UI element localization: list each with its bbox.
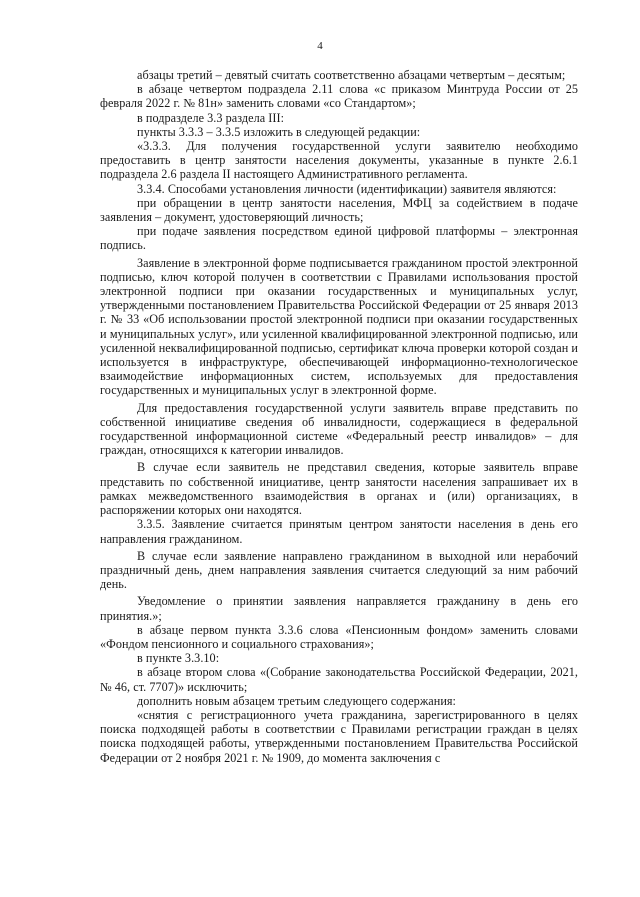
paragraph: в подразделе 3.3 раздела III:	[137, 110, 285, 125]
paragraph: «снятия с регистрационного учета гражданина, зарегистрированного в целях поиска подходящей работы в соответствии с Правилами регистрации граждан в целях поиска подходящей работы, утвержденными постановлением Правительства Российской Федерации от 2 ноября 2021 г. № 1909, до момента заключения с	[100, 707, 578, 765]
paragraph: в пункте 3.3.10:	[137, 651, 220, 666]
paragraph: при обращении в центр занятости населения, МФЦ за содействием в подаче заявления – документ, удостоверяющий личность;	[100, 195, 578, 225]
paragraph: пункты 3.3.3 – 3.3.5 изложить в следующей редакции:	[137, 124, 421, 139]
paragraph: в абзаце первом пункта 3.3.6 слова «Пенсионным фондом» заменить словами «Фондом пенсионного и социального страхования»;	[100, 622, 578, 651]
paragraph: 3.3.5. Заявление считается принятым центром занятости населения в день его направления гражданином.	[100, 517, 578, 546]
paragraph: дополнить новым абзацем третьим следующего содержания:	[137, 693, 456, 708]
page-number: 4	[317, 40, 323, 52]
paragraph: Заявление в электронной форме подписывается гражданином простой электронной подписью, ключ которой получен в соответствии с Правилами использования простой электронной подписи при оказании государственных и муниципальных услуг, утвержденными постановлением Правительства Российской Федерации от 25 января 2013 г. № 33 «Об использовании простой электронной подписи при оказании государственных и муниципальных услуг», или усиленной квалифицированной электронной подписью, или усиленной неквалифицированной подписью, сертификат ключа проверки которой создан и используется в инфраструктуре, обеспечивающей информационно-технологическое взаимодействие информационных систем, используемых для предоставления государственных и муниципальных услуг в электронной форме.	[100, 255, 578, 398]
paragraph: Для предоставления государственной услуги заявитель вправе представить по собственной инициативе сведения об инвалидности, содержащиеся в федеральной государственной информационной системе «Федеральный реестр инвалидов» – для граждан, относящихся к категории инвалидов.	[100, 400, 578, 458]
paragraph: 3.3.4. Способами установления личности (идентификации) заявителя являются:	[137, 181, 557, 196]
document-body	[100, 68, 578, 765]
paragraph: Уведомление о принятии заявления направляется гражданину в день его принятия.»;	[100, 594, 578, 623]
paragraph: В случае если заявитель не представил сведения, которые заявитель вправе представить по собственной инициативе, центр занятости населения запрашивает их в рамках межведомственного взаимодействия в органах и (или) организациях, в распоряжении которых они находятся.	[100, 460, 578, 518]
paragraph: в абзаце четвертом подраздела 2.11 слова «с приказом Минтруда России от 25 февраля 2022 г. № 81н» заменить словами «со Стандартом»;	[100, 82, 578, 111]
paragraph: «3.3.3. Для получения государственной услуги заявителю необходимо предоставить в центр занятости населения документы, указанные в пункте 2.6.1 подраздела 2.6 раздела II настоящего Административного регламента.	[100, 139, 578, 182]
paragraph: при подаче заявления посредством единой цифровой платформы – электронная подпись.	[100, 224, 578, 253]
paragraph: абзацы третий – девятый считать соответственно абзацами четвертым – десятым;	[137, 68, 566, 82]
paragraph: В случае если заявление направлено гражданином в выходной или нерабочий праздничный день, днем направления заявления считается следующий за ним рабочий день.	[100, 548, 578, 592]
paragraph: в абзаце втором слова «(Собрание законодательства Российской Федерации, 2021, № 46, ст. 7707)» исключить;	[100, 665, 578, 694]
